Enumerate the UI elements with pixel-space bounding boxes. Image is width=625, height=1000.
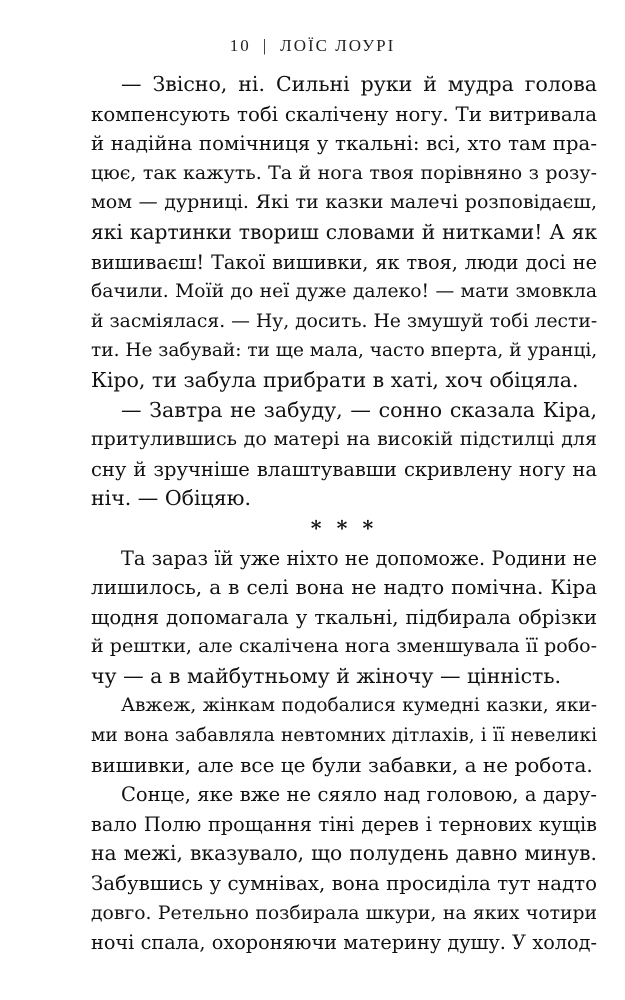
- section-break: * * *: [310, 515, 378, 540]
- text-line: й засміялася. — Ну, досить. Не змушуй тобі лести-: [91, 310, 598, 332]
- text-line: Сонце, яке вже не сяяло над головою, а дару-: [121, 783, 597, 807]
- text-line: ми вона забавляла невтомних дітлахів, і її невеликі: [91, 725, 597, 747]
- text-line: й надійна помічниця у ткальні: всі, хто там пра-: [91, 132, 597, 156]
- text-line: ти. Не забувай: ти ще мала, часто вперта, й уранці,: [91, 340, 598, 362]
- text-line: які картинки твориш словами й нитками! А як: [91, 219, 597, 244]
- text-line: довго. Ретельно позбирала шкури, на яких чотири: [91, 902, 597, 924]
- text-line: вишивки, але все це були забавки, а не робота.: [91, 752, 593, 777]
- text-line: компенсують тобі скалічену ногу. Ти витривала: [91, 102, 597, 126]
- running-head: [0, 36, 625, 56]
- text-line: сну й зручніше влаштувавши скривлену ногу на: [91, 457, 597, 481]
- text-line: на межі, вказувало, що полудень давно минув.: [91, 841, 597, 866]
- author-name: ЛОЇС ЛОУРІ: [280, 36, 396, 55]
- text-line: чу — а в майбутньому й жіночу — цінність.: [91, 663, 562, 688]
- text-line: Кіро, ти забула прибрати в хаті, хоч обіцяла.: [91, 367, 579, 392]
- text-line: вишиваєш! Такої вишивки, як твоя, люди досі не: [91, 250, 597, 274]
- text-line: мом — дурниці. Які ти казки малечі розповідаєш,: [91, 191, 597, 214]
- text-line: притулившись до матері на високій підстилці для: [91, 428, 597, 451]
- text-line: щодня допомагала у ткальні, підбирала обрізки: [91, 605, 597, 629]
- text-line: — Завтра не забуду, — сонно сказала Кіра,: [121, 397, 597, 422]
- text-line: ночі спала, охороняючи материну душу. У холод-: [91, 931, 597, 955]
- text-line: ніч. — Обіцяю.: [91, 486, 252, 511]
- text-line: бачили. Моїй до неї дуже далеко! — мати змовкла: [91, 281, 597, 303]
- text-line: — Звісно, ні. Сильні руки й мудра голова: [121, 72, 597, 96]
- header-separator: |: [262, 36, 269, 55]
- text-line: вало Полю прощання тіні дерев і тернових кущів: [91, 812, 597, 836]
- text-line: цює, так кажуть. Та й нога твоя порівняно з розу-: [91, 161, 597, 184]
- text-line: Та зараз їй уже ніхто не допоможе. Родини не: [121, 546, 597, 570]
- page-number: 10: [229, 36, 251, 55]
- text-line: й рештки, але скалічена нога зменшувала її робо-: [91, 635, 597, 658]
- text-line: лишилось, а в селі вона не надто помічна. Кіра: [91, 575, 597, 600]
- text-line: Забувшись у сумнівах, вона просиділа тут надто: [91, 872, 597, 896]
- body-text: [91, 70, 597, 958]
- text-line: Авжеж, жінкам подобалися кумедні казки, яки-: [121, 695, 597, 717]
